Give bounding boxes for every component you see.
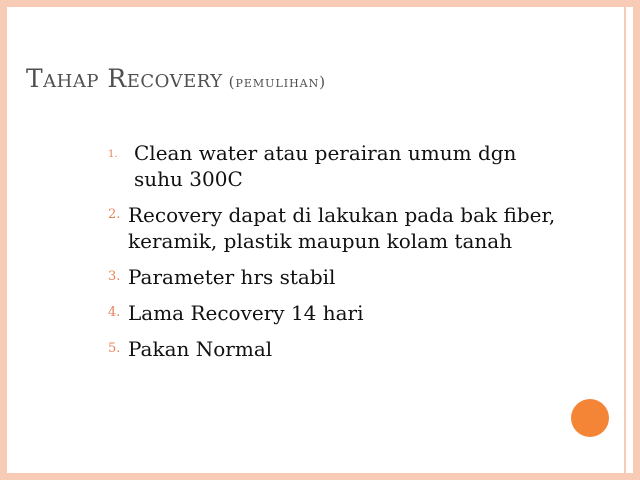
list-item-number: 5. [108,341,121,356]
list-item-text: Pakan Normal [128,337,273,361]
bullet-list [104,140,564,372]
slide-title-subtitle: (pemulihan) [228,73,327,91]
slide-border-inner-line [624,0,626,480]
slide-title-main: Tahap Recovery [26,64,223,93]
list-item [104,140,564,192]
list-item-number: 3. [108,269,121,284]
list-item [104,336,564,362]
list-item-text: Parameter hrs stabil [128,265,336,289]
list-item [104,300,564,326]
list-item-number: 2. [108,207,121,222]
list-item [104,264,564,290]
decorative-circle-icon [571,399,609,437]
list-item-number: 4. [108,305,121,320]
list-item-text: Recovery dapat di lakukan pada bak fiber, keramik, plastik maupun kolam tanah [128,203,556,253]
list-item-number: 1. [108,149,118,160]
list-item [104,202,564,254]
slide-title [26,64,326,93]
list-item-text: Lama Recovery 14 hari [128,301,364,325]
list-item-text: Clean water atau perairan umum dgn suhu 300C [134,141,517,191]
